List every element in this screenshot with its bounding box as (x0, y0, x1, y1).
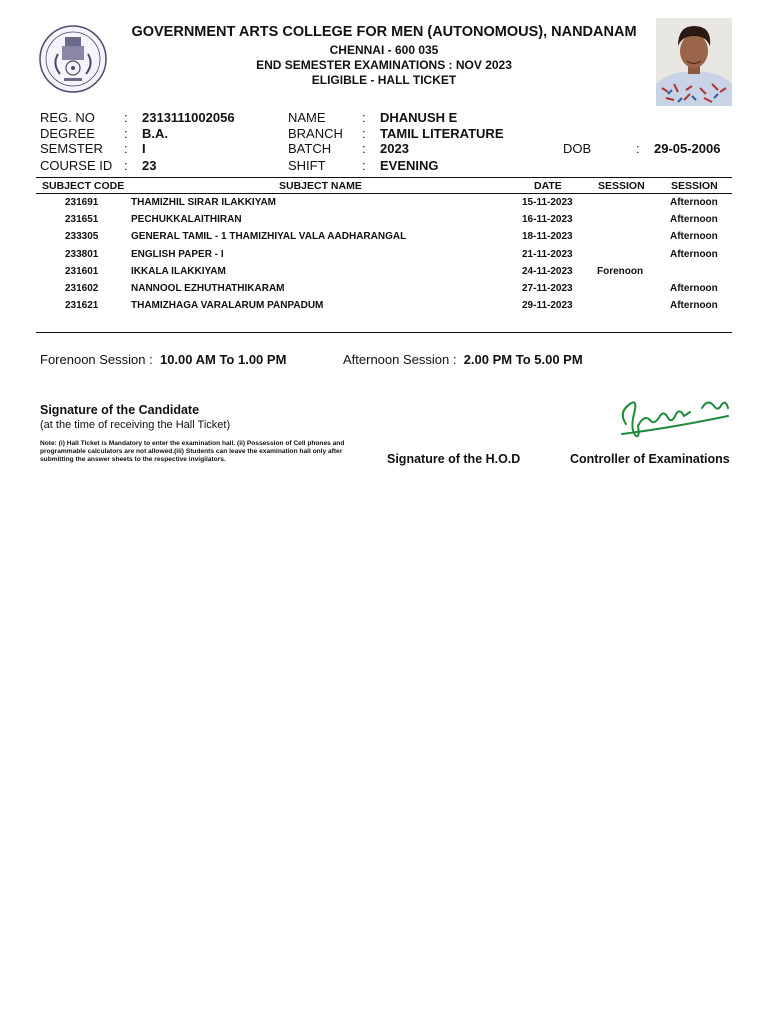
row-afternoon-session: Afternoon (670, 300, 718, 312)
ticket-title: ELIGIBLE - HALL TICKET (311, 73, 457, 87)
table-bottom-rule (36, 332, 732, 333)
header-session-afternoon: SESSION (671, 180, 718, 192)
header-session-forenoon: SESSION (598, 180, 645, 192)
row-date: 27-11-2023 (522, 283, 573, 294)
row-subject-code: 231621 (65, 300, 99, 312)
shift-label: SHIFT (288, 158, 326, 173)
controller-signature-label: Controller of Examinations (570, 452, 730, 466)
row-afternoon-session: Afternoon (670, 231, 718, 243)
dob-label: DOB (563, 141, 592, 156)
row-afternoon-session: Afternoon (670, 197, 718, 208)
colon: : (362, 110, 366, 125)
colon: : (636, 141, 640, 156)
header-subject-name: SUBJECT NAME (279, 180, 362, 192)
college-city: CHENNAI - 600 035 (329, 43, 439, 57)
afternoon-session-label: Afternoon Session : (343, 352, 457, 367)
colon: : (124, 158, 128, 173)
course-id-label: COURSE ID (40, 158, 113, 173)
candidate-signature-sub: (at the time of receiving the Hall Ticket) (40, 419, 231, 431)
reg-no-value: 2313111002056 (142, 110, 235, 125)
forenoon-session (40, 352, 286, 367)
college-title: GOVERNMENT ARTS COLLEGE FOR MEN (AUTONOMOUS), NANDANAM (131, 24, 637, 40)
name-value: DHANUSH E (380, 110, 458, 125)
batch-label: BATCH (288, 141, 332, 156)
hall-ticket-note: Note: (i) Hall Ticket is Mandatory to enter the examination hall. (ii) Possession of Cell phones and programmable calculators are not allowed.(iii) Students can leave the examination hall only after submitting the answer sheets to the respective invigilators. (40, 440, 345, 464)
student-photo (656, 18, 732, 106)
row-date: 16-11-2023 (522, 214, 573, 226)
candidate-signature-label: Signature of the Candidate (40, 403, 200, 417)
row-afternoon-session: Afternoon (670, 214, 718, 226)
header-date: DATE (534, 180, 562, 192)
row-subject-code: 233305 (65, 231, 99, 243)
row-afternoon-session: Afternoon (670, 248, 718, 260)
hod-signature-label: Signature of the H.O.D (387, 452, 521, 466)
branch-value: TAMIL LITERATURE (380, 126, 504, 141)
table-header-rule (36, 193, 732, 194)
reg-no-label: REG. NO (40, 110, 95, 125)
row-date: 29-11-2023 (522, 300, 573, 312)
degree-value: B.A. (142, 126, 168, 141)
semester-label: SEMSTER (40, 141, 103, 156)
course-id-value: 23 (142, 158, 157, 173)
row-subject-name: PECHUKKALAITHIRAN (131, 214, 242, 226)
degree-label: DEGREE (40, 126, 95, 141)
row-subject-name: THAMIZHIL SIRAR ILAKKIYAM (131, 197, 276, 208)
exam-title: END SEMESTER EXAMINATIONS : NOV 2023 (256, 58, 512, 72)
colon: : (124, 141, 128, 156)
header-subject-code: SUBJECT CODE (42, 180, 125, 192)
forenoon-session-time: 10.00 AM To 1.00 PM (159, 352, 287, 367)
forenoon-session-label: Forenoon Session : (40, 352, 153, 367)
row-date: 15-11-2023 (522, 197, 573, 208)
colon: : (362, 126, 366, 141)
colon: : (124, 110, 128, 125)
row-subject-code: 231651 (65, 214, 99, 226)
row-subject-code: 231691 (65, 197, 99, 208)
dob-value: 29-05-2006 (654, 141, 721, 156)
afternoon-session-time: 2.00 PM To 5.00 PM (463, 352, 583, 367)
row-subject-name: ENGLISH PAPER - I (131, 248, 224, 260)
controller-signature (610, 386, 736, 444)
row-subject-name: NANNOOL EZHUTHATHIKARAM (131, 283, 285, 294)
batch-value: 2023 (380, 141, 409, 156)
name-label: NAME (288, 110, 326, 125)
row-subject-code: 231602 (65, 283, 99, 294)
row-subject-code: 231601 (65, 265, 99, 277)
semester-value: I (142, 141, 146, 156)
colon: : (362, 158, 366, 173)
shift-value: EVENING (380, 158, 439, 173)
row-subject-code: 233801 (65, 248, 99, 260)
row-forenoon-session: Forenoon (597, 265, 644, 277)
row-date: 18-11-2023 (522, 231, 573, 243)
row-date: 21-11-2023 (522, 248, 573, 260)
row-subject-name: THAMIZHAGA VARALARUM PANPADUM (131, 300, 324, 312)
row-subject-name: IKKALA ILAKKIYAM (131, 265, 226, 277)
college-emblem-icon (38, 24, 108, 94)
branch-label: BRANCH (288, 126, 343, 141)
row-date: 24-11-2023 (522, 265, 573, 277)
table-top-rule (36, 177, 732, 178)
colon: : (362, 141, 366, 156)
row-subject-name: GENERAL TAMIL - 1 THAMIZHIYAL VALA AADHARANGAL (131, 231, 407, 243)
colon: : (124, 126, 128, 141)
row-afternoon-session: Afternoon (670, 283, 718, 294)
afternoon-session (343, 352, 583, 367)
